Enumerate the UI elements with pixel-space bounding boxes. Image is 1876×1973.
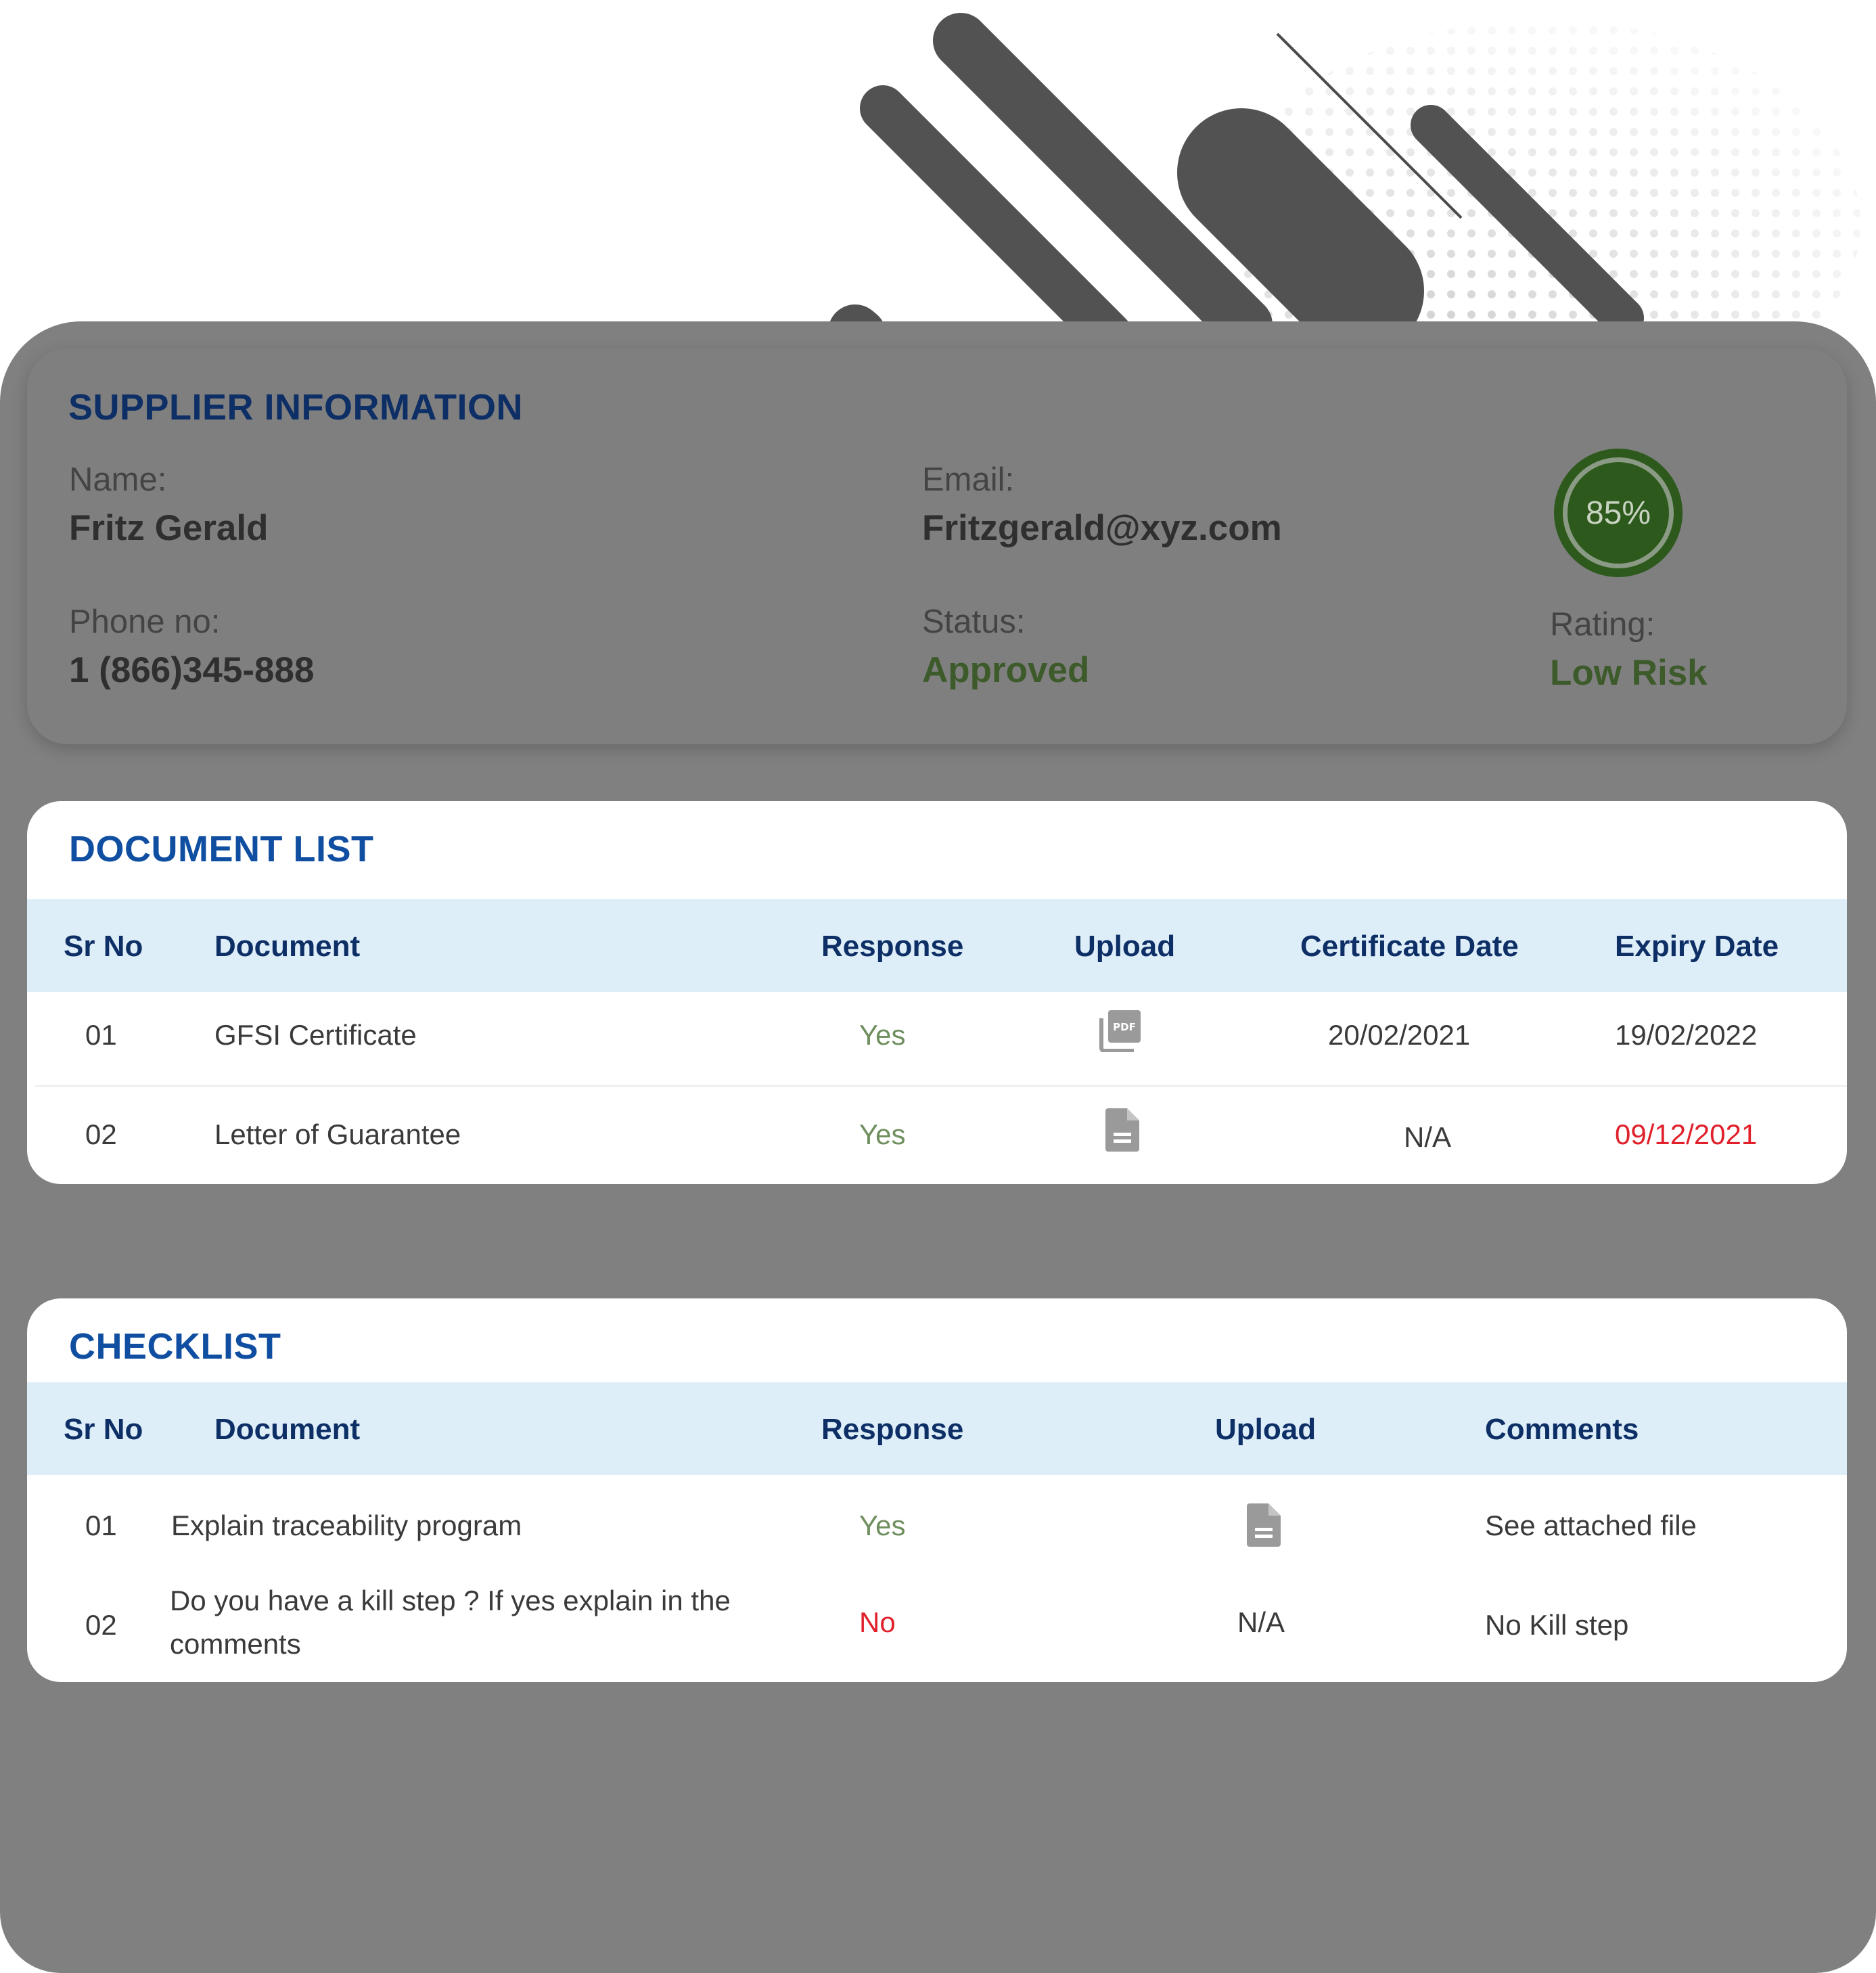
checklist-title: CHECKLIST	[69, 1326, 281, 1367]
document-list-title: DOCUMENT LIST	[69, 829, 374, 869]
phone-field	[69, 606, 314, 688]
row-sr-no: 02	[85, 1609, 117, 1641]
col-upload[interactable]: Upload	[1215, 1413, 1317, 1446]
email-value[interactable]: Fritzgerald@xyz.com	[922, 508, 1282, 548]
rating-label: Rating:	[1550, 606, 1655, 643]
name-label: Name:	[69, 461, 167, 498]
svg-text:PDF: PDF	[1113, 1021, 1136, 1033]
row-document: Letter of Guarantee	[214, 1118, 461, 1150]
name-field	[69, 463, 269, 546]
col-sr-no[interactable]: Sr No	[64, 930, 143, 963]
phone-label: Phone no:	[69, 604, 221, 640]
document-file-icon[interactable]	[1247, 1503, 1281, 1547]
row-comment: No Kill step	[1485, 1609, 1629, 1641]
row-expiry-date: 09/12/2021	[1615, 1118, 1758, 1150]
phone-value: 1 (866)345-888	[69, 650, 315, 690]
row-upload: N/A	[1237, 1606, 1285, 1638]
row-document: GFSI Certificate	[214, 1019, 417, 1051]
col-sr-no[interactable]: Sr No	[64, 1413, 143, 1446]
supplier-information-card	[27, 348, 1847, 744]
email-field	[922, 463, 1282, 546]
status-label: Status:	[922, 604, 1026, 640]
row-certificate-date: N/A	[1404, 1121, 1452, 1153]
rating-value: Low Risk	[1550, 653, 1708, 693]
row-response: Yes	[859, 1118, 906, 1150]
row-certificate-date: 20/02/2021	[1328, 1019, 1471, 1051]
col-expiry-date[interactable]: Expiry Date	[1615, 930, 1779, 963]
rating-score-ring	[1563, 457, 1674, 568]
row-document-line-2: comments	[170, 1628, 301, 1660]
row-document-line-1: Do you have a kill step ? If yes explain in the	[170, 1585, 731, 1616]
status-field	[922, 606, 1089, 688]
name-value: Fritz Gerald	[69, 508, 269, 548]
col-response[interactable]: Response	[821, 1413, 964, 1446]
col-response[interactable]: Response	[821, 930, 964, 963]
checklist-table-header	[27, 1382, 1847, 1475]
checklist-card	[27, 1298, 1847, 1682]
row-response: No	[859, 1606, 896, 1638]
row-divider	[35, 1085, 1847, 1087]
status-value: Approved	[922, 650, 1090, 690]
row-sr-no: 01	[85, 1019, 117, 1051]
col-document[interactable]: Document	[214, 1413, 361, 1446]
supplier-section-title: SUPPLIER INFORMATION	[68, 387, 524, 428]
rating-field	[1550, 608, 1708, 691]
row-response: Yes	[859, 1510, 906, 1541]
email-label: Email:	[922, 461, 1015, 498]
col-comments[interactable]: Comments	[1485, 1413, 1639, 1446]
document-file-icon[interactable]	[1105, 1108, 1139, 1152]
col-document[interactable]: Document	[214, 930, 361, 963]
row-response: Yes	[859, 1019, 906, 1051]
rating-score-value: 85%	[1585, 495, 1651, 531]
rating-score-badge	[1554, 449, 1683, 577]
row-sr-no: 01	[85, 1510, 117, 1541]
row-sr-no: 02	[85, 1118, 117, 1150]
document-table-header	[27, 899, 1847, 992]
row-document: Explain traceability program	[171, 1510, 522, 1541]
row-expiry-date: 19/02/2022	[1615, 1019, 1758, 1051]
document-list-card	[27, 801, 1847, 1184]
col-certificate-date[interactable]: Certificate Date	[1300, 930, 1519, 963]
pdf-file-icon[interactable]	[1099, 1009, 1142, 1052]
col-upload[interactable]: Upload	[1074, 930, 1176, 963]
row-comment: See attached file	[1485, 1510, 1697, 1541]
